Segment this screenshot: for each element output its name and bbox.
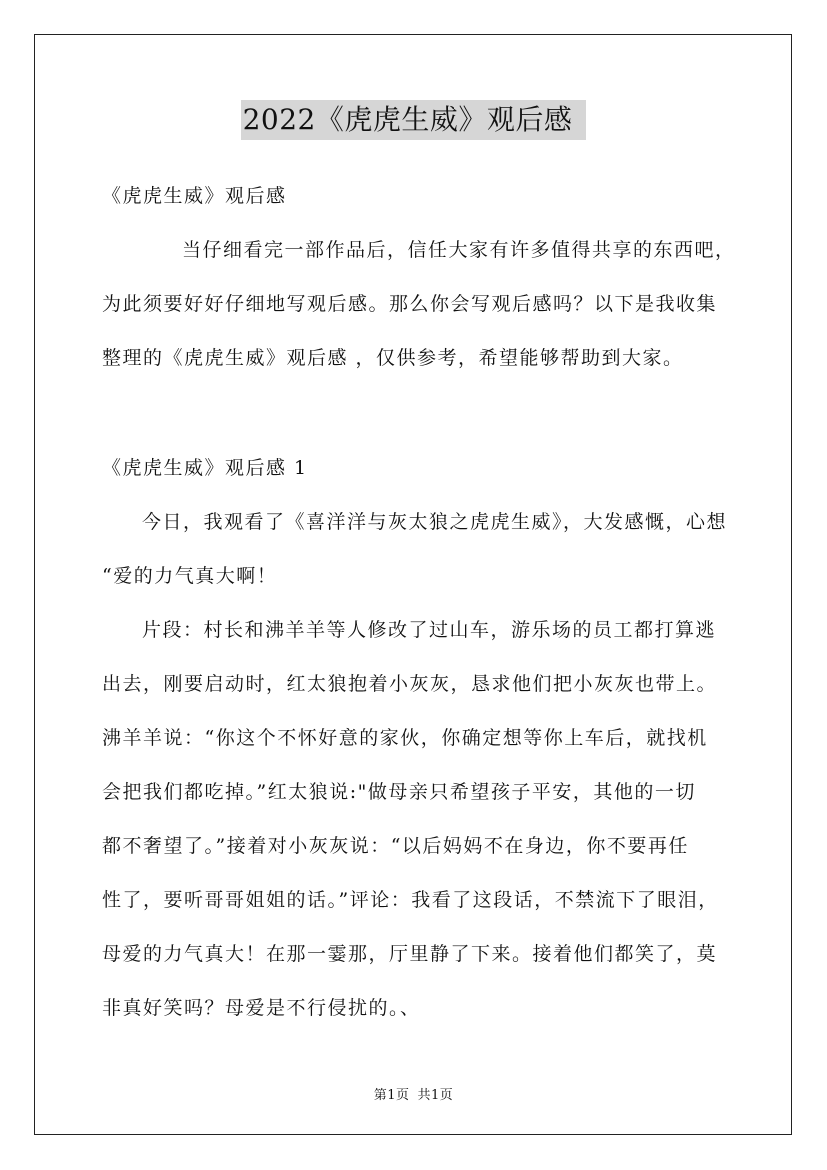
body-line-5: 沸羊羊说：“你这个不怀好意的家伙，你确定想等你上车后，就找机 [102, 727, 708, 749]
body-line-7: 都不奢望了。”接着对小灰灰说：“以后妈妈不在身边，你不要再任 [102, 835, 689, 857]
document-title: 2022《虎虎生威》观后感 [241, 100, 587, 140]
body-line-4: 出去，刚要启动时，红太狼抱着小灰灰，恳求他们把小灰灰也带上。 [102, 673, 718, 695]
subtitle: 《虎虎生威》观后感 [102, 185, 287, 207]
page-number-current: 第1页 [373, 1088, 410, 1103]
intro-line-3: 整理的《虎虎生威》观后感 ，仅供参考，希望能够帮助到大家。 [102, 347, 684, 369]
intro-line-1: 当仔细看完一部作品后，信任大家有许多值得共享的东西吧， [182, 239, 736, 261]
intro-line-2: 为此须要好好仔细地写观后感。那么你会写观后感吗？以下是我收集 [102, 293, 718, 315]
section-heading: 《虎虎生威》观后感 1 [102, 457, 308, 479]
title-container [0, 100, 827, 140]
page-number-total: 共1页 [417, 1088, 454, 1103]
body-line-3: 片段：村长和沸羊羊等人修改了过山车，游乐场的员工都打算逃 [142, 619, 717, 641]
page-footer [0, 1084, 827, 1103]
body-line-1: 今日，我观看了《喜洋洋与灰太狼之虎虎生威》，大发感慨，心想 [142, 511, 728, 533]
body-line-9: 母爱的力气真大！在那一霎那，厅里静了下来。接着他们都笑了，莫 [102, 943, 718, 965]
body-line-6: 会把我们都吃掉。”红太狼说:"做母亲只希望孩子平安，其他的一切 [102, 781, 696, 803]
body-line-2: “爱的力气真大啊！ [102, 565, 278, 587]
body-line-10: 非真好笑吗？母爱是不行侵扰的。、 [102, 997, 421, 1019]
body-line-8: 性了，要听哥哥姐姐的话。”评论：我看了这段话，不禁流下了眼泪， [102, 889, 719, 911]
